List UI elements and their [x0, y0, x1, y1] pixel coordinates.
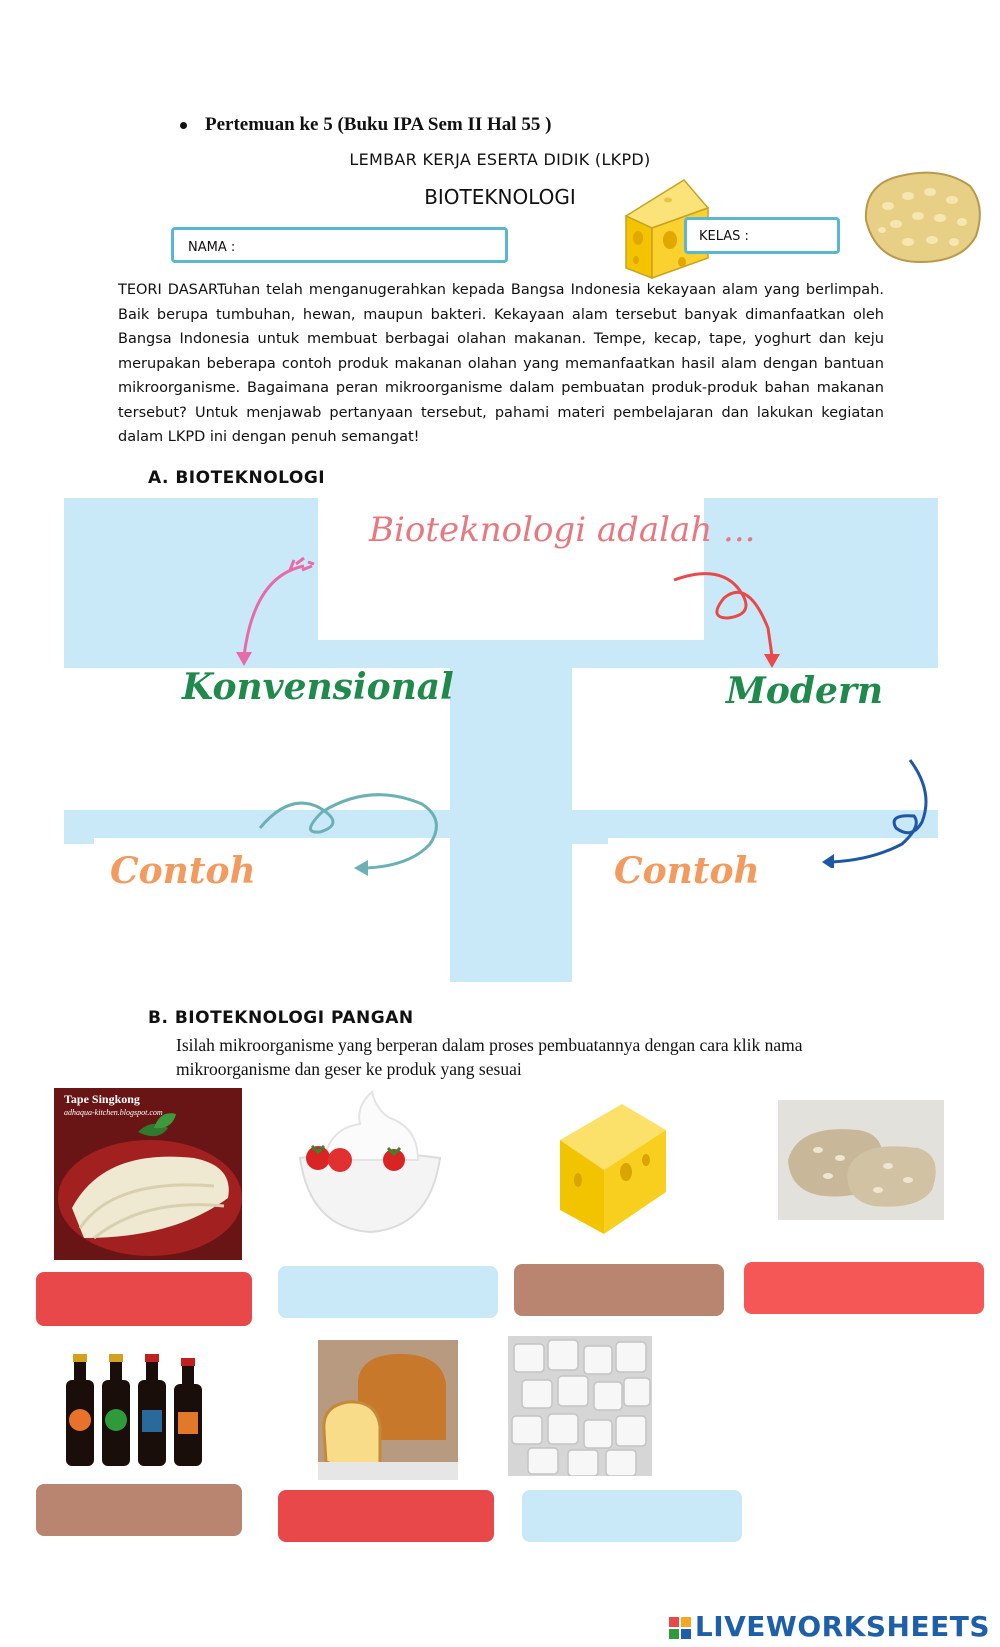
page-title: BIOTEKNOLOGI: [424, 185, 576, 209]
section-b-heading: B. BIOTEKNOLOGI PANGAN: [148, 1008, 414, 1028]
kecap-photo: [56, 1350, 210, 1470]
liveworksheets-icon: [669, 1617, 691, 1639]
section-b-instruction: Isilah mikroorganisme yang berperan dalam proses pembuatannya dengan cara klik nama mikroorganisme dan geser ke produk yang sesuai: [176, 1035, 803, 1079]
bullet-icon: [180, 122, 187, 129]
class-label: KELAS :: [699, 229, 749, 244]
class-field[interactable]: [684, 217, 840, 254]
drop-slot-yoghurt[interactable]: [278, 1266, 498, 1318]
biotech-diagram: [64, 498, 938, 982]
tempe-illustration-icon: [856, 166, 986, 268]
drop-slot-tape[interactable]: [36, 1272, 252, 1326]
blue-swirl-arrow-icon: [822, 756, 938, 868]
section-a-heading: A. BIOTEKNOLOGI: [148, 468, 326, 488]
red-swirl-arrow-icon: [668, 568, 788, 678]
pink-arrow-icon: [224, 556, 324, 676]
tape-singkong-photo: [54, 1088, 242, 1260]
drop-slot-bread[interactable]: [278, 1490, 494, 1542]
name-label: NAMA :: [188, 240, 236, 255]
lkpd-title: LEMBAR KERJA ESERTA DIDIK (LKPD): [349, 150, 651, 169]
nata-de-coco-photo: [508, 1336, 652, 1476]
tempe-photo: [778, 1100, 944, 1220]
modern-example-label: Contoh: [614, 850, 760, 892]
modern-label: Modern: [726, 670, 884, 712]
drop-slot-nata-de-coco[interactable]: [522, 1490, 742, 1542]
conventional-example-label: Contoh: [110, 850, 256, 892]
liveworksheets-logo: [669, 1610, 990, 1643]
drop-slot-kecap[interactable]: [36, 1484, 242, 1536]
conventional-label: Konvensional: [182, 666, 454, 708]
tape-photo-caption: Tape Singkong: [64, 1092, 140, 1106]
drop-slot-tempe[interactable]: [744, 1262, 984, 1314]
meeting-heading-text: Pertemuan ke 5 (Buku IPA Sem II Hal 55 ): [205, 114, 552, 135]
teal-swirl-arrow-icon: [250, 788, 460, 878]
liveworksheets-logo-text: LIVEWORKSHEETS: [694, 1610, 990, 1643]
drop-slot-cheese[interactable]: [514, 1264, 724, 1316]
bread-photo: [318, 1340, 458, 1480]
diagram-title[interactable]: Bioteknologi adalah ...: [369, 510, 756, 550]
yoghurt-photo: [290, 1088, 450, 1238]
name-field[interactable]: [171, 227, 508, 263]
intro-paragraph: TEORI DASARTuhan telah menganugerahkan kepada Bangsa Indonesia kekayaan alam yang berlimpah. Baik berupa tumbuhan, hewan, maupun bakteri. Kekayaan alam tersebut banyak dimanfaatkan oleh Bangsa Indonesia untuk membuat berbagai olahan makanan. Tempe, kecap, tape, yoghurt dan keju merupakan beberapa contoh produk makanan olahan yang memanfaatkan hasil alam dengan bantuan mikroorganisme. Bagaimana peran mikroorganisme dalam pembuatan produk-produk bahan makanan tersebut? Untuk menjawab pertanyaan tersebut, pahami materi pembelajaran dan lakukan kegiatan dalam LKPD ini dengan penuh semangat!: [118, 282, 884, 445]
meeting-heading: [180, 114, 551, 136]
tape-photo-source: adhaqua-kitchen.blogspot.com: [64, 1108, 163, 1117]
cheese-photo: [556, 1100, 670, 1238]
